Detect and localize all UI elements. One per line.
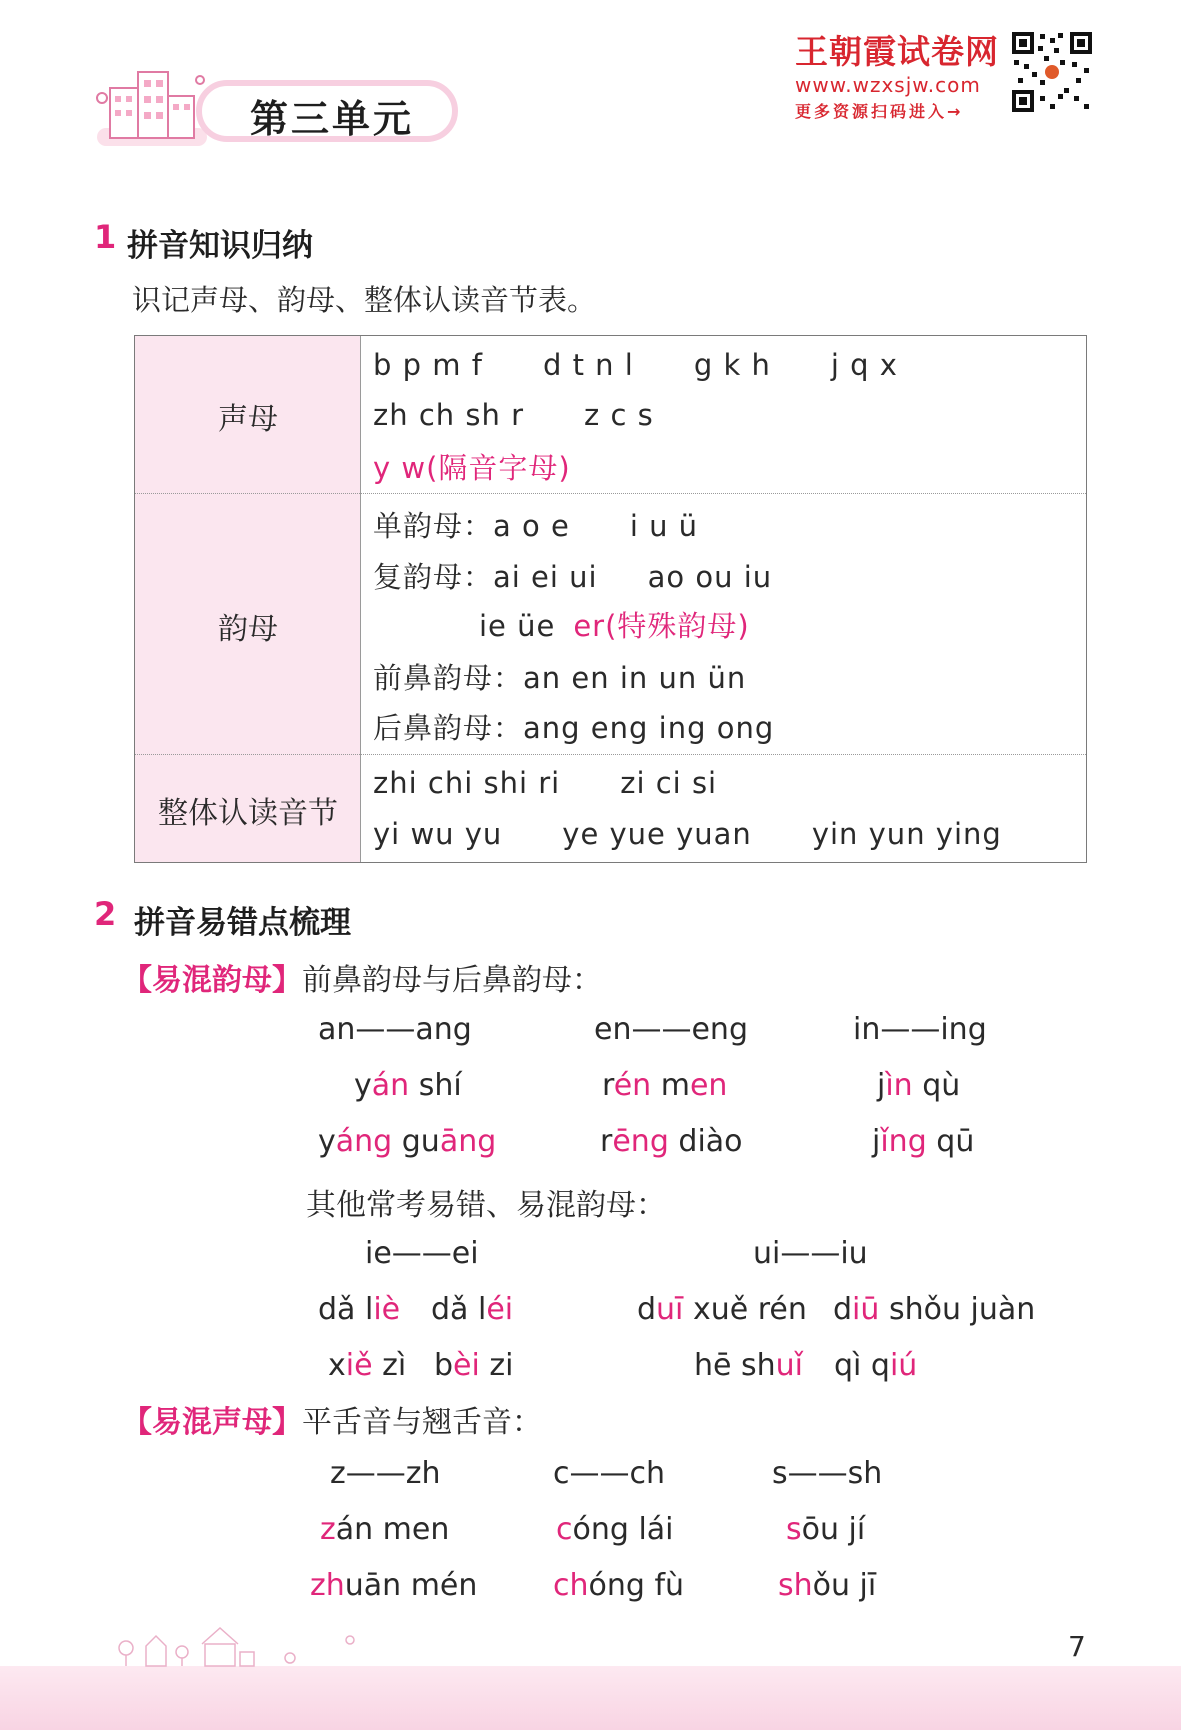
zhengti-row-1: [373, 766, 717, 800]
yunmu-heading: [122, 955, 602, 999]
fu-yunmu-label: 复韵母：: [373, 560, 494, 594]
word-sou-ji: sōu jí: [786, 1512, 866, 1547]
brand-tip: 更多资源扫码进入→: [795, 102, 964, 121]
pair-s-sh: s——sh: [772, 1456, 883, 1491]
other-yunmu-lead: 其他常考易错、易混韵母：: [306, 1188, 666, 1223]
pair-in-ing: in——ing: [853, 1012, 987, 1047]
pair-c-ch: c——ch: [553, 1456, 666, 1491]
word-yang-guang: yáng guāng: [318, 1124, 497, 1159]
word-zan-men: zán men: [320, 1512, 450, 1547]
shengmu-row-2: [373, 398, 654, 432]
zhengti-row-2: [373, 817, 1002, 851]
shengmu-group: z c s: [584, 398, 654, 432]
geyin-zimu: y w(隔音字母): [373, 451, 571, 485]
pair-en-eng: en——eng: [594, 1012, 748, 1047]
word-ren-men: rén men: [602, 1068, 728, 1103]
table-row-divider: [135, 493, 1086, 494]
zhengti-group: zhi chi shi ri: [373, 766, 561, 800]
zhengti-group: yi wu yu: [373, 817, 503, 851]
dan-yunmu-label: 单韵母：: [373, 509, 494, 543]
zhengti-group: ye yue yuan: [562, 817, 752, 851]
shengmu-row-1: [373, 348, 898, 382]
zhengti-label: 整体认读音节: [158, 796, 338, 831]
shengmu-group: zh ch sh r: [373, 398, 524, 432]
hou-bi-label: 后鼻韵母：: [373, 711, 524, 745]
brand-block: [795, 26, 1005, 122]
hou-bi-yunmu-row: [373, 706, 774, 747]
section-2-number: 2: [94, 895, 117, 933]
town-illustration-icon: [110, 1622, 370, 1668]
building-illustration-icon: [92, 58, 212, 153]
shengmu-lead: 平舌音与翘舌音：: [302, 1405, 542, 1440]
yunmu-group: ao ou iu: [647, 560, 773, 594]
yunmu-bracket: 【易混韵母】: [122, 963, 302, 998]
yunmu-label: 韵母: [218, 612, 278, 647]
word-da-lie: dǎ liè: [318, 1292, 401, 1327]
word-yan-shi: yán shí: [354, 1068, 462, 1103]
fu-yunmu-row: [373, 555, 772, 596]
word-reng-diao: rēng diào: [600, 1124, 743, 1159]
word-bei-zi: bèi zi: [434, 1348, 514, 1383]
yunmu-group: ie üe: [479, 609, 556, 643]
pair-an-ang: an——ang: [318, 1012, 472, 1047]
word-da-lei: dǎ léi: [431, 1292, 514, 1327]
shengmu-group: b p m f: [373, 348, 483, 382]
word-xie-zi: xiě zì: [328, 1348, 407, 1383]
section-1-intro: 识记声母、韵母、整体认读音节表。: [132, 283, 597, 317]
word-zhuan-men: zhuān mén: [310, 1568, 478, 1603]
qian-bi-yunmu-row: [373, 656, 746, 697]
word-chong-fu: chóng fù: [553, 1568, 685, 1603]
yunmu-group: an en in un ün: [523, 661, 747, 695]
pair-ie-ei: ie——ei: [365, 1236, 479, 1271]
zhengti-group: yin yun ying: [811, 817, 1002, 851]
shengmu-group: d t n l: [542, 348, 634, 382]
yunmu-group: i u ü: [629, 509, 699, 543]
word-cong-lai: cóng lái: [556, 1512, 674, 1547]
word-jing-qu: jǐng qū: [872, 1124, 975, 1159]
fu-yunmu-row-2: [479, 604, 750, 645]
shengmu-group: g k h: [693, 348, 771, 382]
zhengti-group: zi ci si: [620, 766, 718, 800]
unit-title: 第三单元: [250, 97, 415, 141]
pair-z-zh: z——zh: [330, 1456, 441, 1491]
brand-name: 王朝霞试卷网: [795, 32, 999, 71]
shengmu-group: j q x: [830, 348, 898, 382]
word-qi-qiu: qì qiú: [834, 1348, 918, 1383]
qian-bi-label: 前鼻韵母：: [373, 661, 524, 695]
qr-code-icon[interactable]: [1010, 30, 1094, 114]
yunmu-lead: 前鼻韵母与后鼻韵母：: [302, 963, 602, 998]
word-shou-ji: shǒu jī: [778, 1568, 877, 1603]
table-row-divider: [135, 754, 1086, 755]
shengmu-bracket: 【易混声母】: [122, 1405, 302, 1440]
yunmu-group: a o e: [493, 509, 570, 543]
brand-url: www.wzxsjw.com: [795, 73, 981, 97]
word-jin-qu: jìn qù: [877, 1068, 961, 1103]
section-1-title: 拼音知识归纳: [127, 228, 313, 264]
pair-ui-iu: ui——iu: [753, 1236, 868, 1271]
yunmu-group: ang eng ing ong: [523, 711, 775, 745]
pinyin-table: [134, 335, 1087, 863]
shengmu-heading: [122, 1397, 542, 1441]
word-he-shui: hē shuǐ: [694, 1348, 804, 1383]
page-number: 7: [1068, 1630, 1086, 1663]
section-1-number: 1: [94, 218, 117, 256]
footer-band: [0, 1666, 1181, 1730]
dan-yunmu-row: [373, 504, 698, 545]
shengmu-row-3: [373, 446, 571, 487]
section-2-title: 拼音易错点梳理: [134, 905, 351, 941]
word-dui-xue-ren: duī xuě rén: [637, 1292, 807, 1327]
er-special: er(特殊韵母): [573, 609, 750, 643]
word-diu-shou-juan: diū shǒu juàn: [833, 1292, 1036, 1327]
shengmu-label: 声母: [218, 402, 278, 437]
yunmu-group: ai ei ui: [493, 560, 598, 594]
